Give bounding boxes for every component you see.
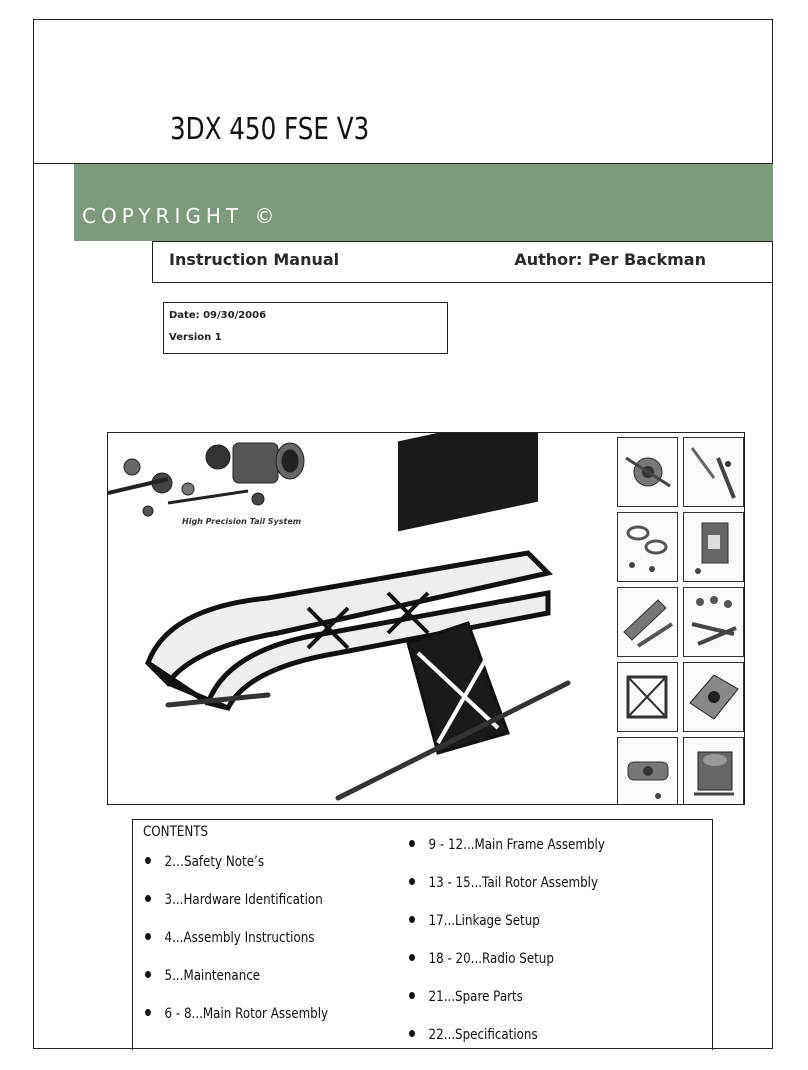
mounts-image: [618, 513, 677, 581]
bullet-icon: [145, 933, 151, 940]
assembly-image: [684, 663, 743, 731]
date-label: Date: 09/30/2006: [169, 310, 267, 321]
toc-item: [145, 930, 315, 946]
toc-item: [145, 1006, 328, 1022]
toc-item: [409, 837, 605, 853]
toc-item-label: 17...Linkage Setup: [428, 913, 540, 929]
toc-item-label: 3...Hardware Identification: [164, 892, 323, 908]
shafts-image: [684, 438, 743, 506]
thumbnail-shafts: [683, 437, 744, 507]
bullet-icon: [145, 857, 151, 864]
thumbnail-gearbox: [683, 737, 744, 805]
helicopter-photo: [107, 432, 745, 805]
toc-item-label: 18 - 20...Radio Setup: [428, 951, 554, 967]
meta-box: [163, 302, 448, 354]
bullet-icon: [409, 1030, 415, 1037]
author-box: [152, 241, 773, 283]
bullet-icon: [145, 1009, 151, 1016]
document-title: 3DX 450 FSE V3: [170, 112, 370, 147]
toc-item-label: 9 - 12...Main Frame Assembly: [428, 837, 605, 853]
bullet-icon: [409, 840, 415, 847]
copyright-band: [74, 164, 773, 241]
toc-item-label: 22...Specifications: [428, 1027, 538, 1043]
tail-system-image: [108, 443, 304, 516]
toc-item-label: 4...Assembly Instructions: [164, 930, 315, 946]
thumbnail-swashplate: [617, 437, 678, 507]
bullet-icon: [409, 878, 415, 885]
block-image: [684, 513, 743, 581]
swashplate-image: [618, 438, 677, 506]
toc-item-label: 2…Safety Note’s: [164, 854, 265, 870]
thumbnail-assembly: [683, 662, 744, 732]
toc-item: [145, 892, 323, 908]
thumbnail-mounts: [617, 512, 678, 582]
links-image: [684, 588, 743, 656]
toc-item-label: 21...Spare Parts: [428, 989, 523, 1005]
frame-image: [618, 663, 677, 731]
bullet-icon: [409, 916, 415, 923]
helicopter-frame-illustration: [108, 433, 617, 805]
toc-item: [409, 875, 598, 891]
toc-item-label: 5...Maintenance: [164, 968, 261, 984]
bullet-icon: [145, 971, 151, 978]
manual-label: Instruction Manual: [169, 250, 340, 269]
toc-item: [409, 951, 554, 967]
gearbox-image: [684, 738, 743, 805]
thumbnail-arms: [617, 587, 678, 657]
tail-system-caption: High Precision Tail System: [182, 517, 302, 526]
thumbnail-links: [683, 587, 744, 657]
bullet-icon: [145, 895, 151, 902]
toc-item: [409, 989, 523, 1005]
arms-image: [618, 588, 677, 656]
hub-image: [618, 738, 677, 805]
bullet-icon: [409, 992, 415, 999]
contents-box: [132, 819, 713, 1050]
parts-thumbnails: [617, 437, 744, 803]
bullet-icon: [409, 954, 415, 961]
contents-title: CONTENTS: [143, 824, 209, 840]
toc-item: [409, 913, 540, 929]
copyright-text: COPYRIGHT ©: [82, 204, 280, 228]
thumbnail-hub: [617, 737, 678, 805]
toc-item-label: 6 - 8...Main Rotor Assembly: [164, 1006, 329, 1022]
toc-item: [409, 1027, 538, 1043]
author-label: Author: Per Backman: [514, 250, 706, 269]
toc-item: [145, 968, 260, 984]
toc-item: [145, 854, 264, 870]
version-label: Version 1: [169, 332, 222, 343]
thumbnail-frame: [617, 662, 678, 732]
toc-item-label: 13 - 15...Tail Rotor Assembly: [428, 875, 599, 891]
thumbnail-block: [683, 512, 744, 582]
